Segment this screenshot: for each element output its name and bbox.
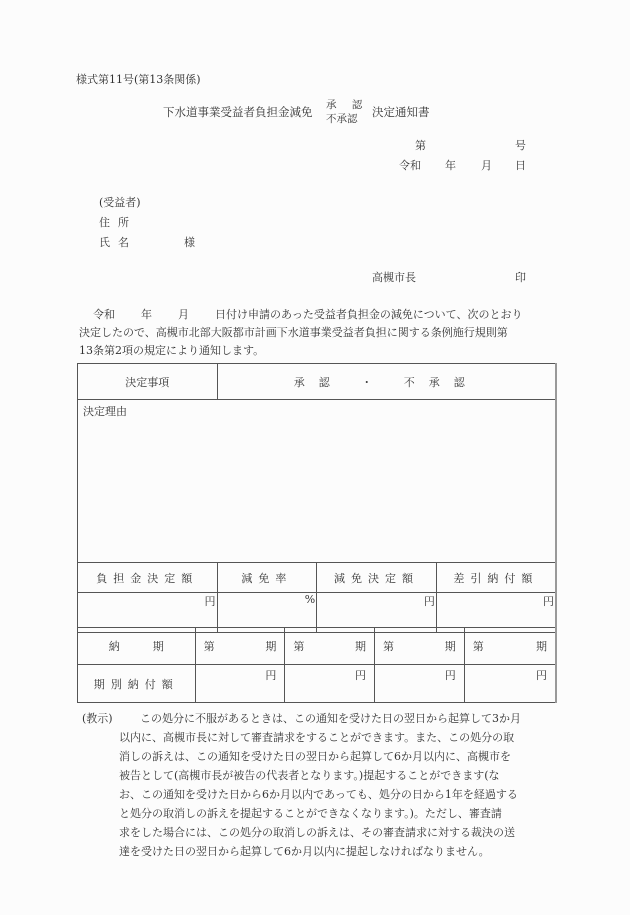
period-cell: 第 期 — [375, 628, 465, 665]
title-choice-approve: 承 認 — [326, 99, 369, 111]
title-choice-reject: 不承認 — [326, 113, 358, 125]
decision-row — [78, 364, 557, 400]
title-prefix: 下水道事業受益者負担金減免 — [163, 105, 313, 119]
notice-line: 以内に、高槻市長に対して審査請求をすることができます。また、この処分の取 — [119, 731, 515, 744]
date-day: 日 — [515, 159, 526, 172]
body-month: 月 — [178, 308, 189, 321]
body-year: 年 — [141, 308, 152, 321]
date-year: 年 — [445, 159, 456, 172]
amount-header-reduction: 減免決定額 — [317, 563, 437, 593]
amount-value-reduction: 円 — [317, 593, 437, 633]
decision-label: 決定事項 — [78, 364, 218, 400]
installment-amount-cell: 円 — [195, 665, 285, 703]
notice-line: 達を受けた日の翌日から起算して6か月以内に提起しなければなりません。 — [119, 845, 490, 858]
period-cell: 第 期 — [285, 628, 375, 665]
amount-value-charge: 円 — [78, 593, 218, 633]
body-line-1 — [79, 306, 559, 324]
name-label: 氏名 — [99, 236, 137, 249]
period-cell: 第 期 — [464, 628, 556, 665]
notice-label: (教示) — [82, 712, 113, 725]
decision-value: 承認 ・ 不承認 — [217, 364, 556, 400]
installment-amount-cell: 円 — [285, 665, 375, 703]
seal-mark: 印 — [515, 271, 526, 284]
date-month: 月 — [481, 159, 492, 172]
body-era: 令和 — [93, 308, 115, 321]
installment-amount-cell: 円 — [464, 665, 556, 703]
installment-period-row — [78, 628, 557, 665]
notice-line: 被告として(高槻市長が被告の代表者となります。)提起することができます(な — [119, 769, 500, 782]
title-choice — [326, 98, 368, 126]
amount-value-rate: % — [217, 593, 317, 633]
issuer-title: 高槻市長 — [372, 271, 416, 284]
amount-header-rate: 減免率 — [217, 563, 317, 593]
title-suffix: 決定通知書 — [372, 105, 430, 119]
period-label: 納 期 — [78, 628, 196, 665]
amount-header-charge: 負担金決定額 — [78, 563, 218, 593]
doc-number-dai: 第 — [415, 139, 426, 152]
doc-number-go: 号 — [515, 139, 526, 152]
installment-table — [77, 627, 557, 703]
honorific: 様 — [184, 236, 195, 249]
body-line-1-rest: 日付け申請のあった受益者負担金の減免について、次のとおり — [215, 308, 523, 321]
appeal-notice — [82, 709, 562, 861]
date-era: 令和 — [399, 159, 421, 172]
body-paragraph — [79, 306, 559, 360]
amount-header-net: 差引納付額 — [436, 563, 556, 593]
notice-line: 求をした場合には、この処分の取消しの訴えは、その審査請求に対する裁決の送 — [119, 826, 515, 839]
amount-value-net: 円 — [436, 593, 556, 633]
installment-amount-row — [78, 665, 557, 703]
period-cell: 第 期 — [195, 628, 285, 665]
installment-amount-label: 期別納付額 — [78, 665, 196, 703]
decision-table — [77, 363, 557, 633]
installment-amount-cell: 円 — [375, 665, 465, 703]
recipient-label: (受益者) — [99, 196, 141, 209]
form-number: 様式第11号(第13条関係) — [76, 73, 201, 86]
notice-line: と処分の取消しの訴えを提起することができなくなります。)。ただし、審査請 — [119, 807, 502, 820]
notice-line: お、この通知を受けた日から6か月以内であっても、処分の日から1年を経過する — [119, 788, 518, 801]
reason-row — [78, 400, 557, 563]
reason-label: 決定理由 — [78, 400, 557, 563]
notice-line: 消しの訴えは、この通知を受けた日の翌日から起算して6か月以内に、高槻市を — [119, 750, 511, 763]
notice-line: (教示) この処分に不服があるときは、この通知を受けた日の翌日から起算して3か月 — [82, 709, 562, 728]
amount-header-row — [78, 563, 557, 593]
address-label: 住所 — [99, 216, 137, 229]
body-line-2: 決定したので、高槻市北部大阪都市計画下水道事業受益者負担に関する条例施行規則第 — [79, 326, 508, 339]
body-line-3: 13条第2項の規定により通知します。 — [79, 344, 265, 357]
